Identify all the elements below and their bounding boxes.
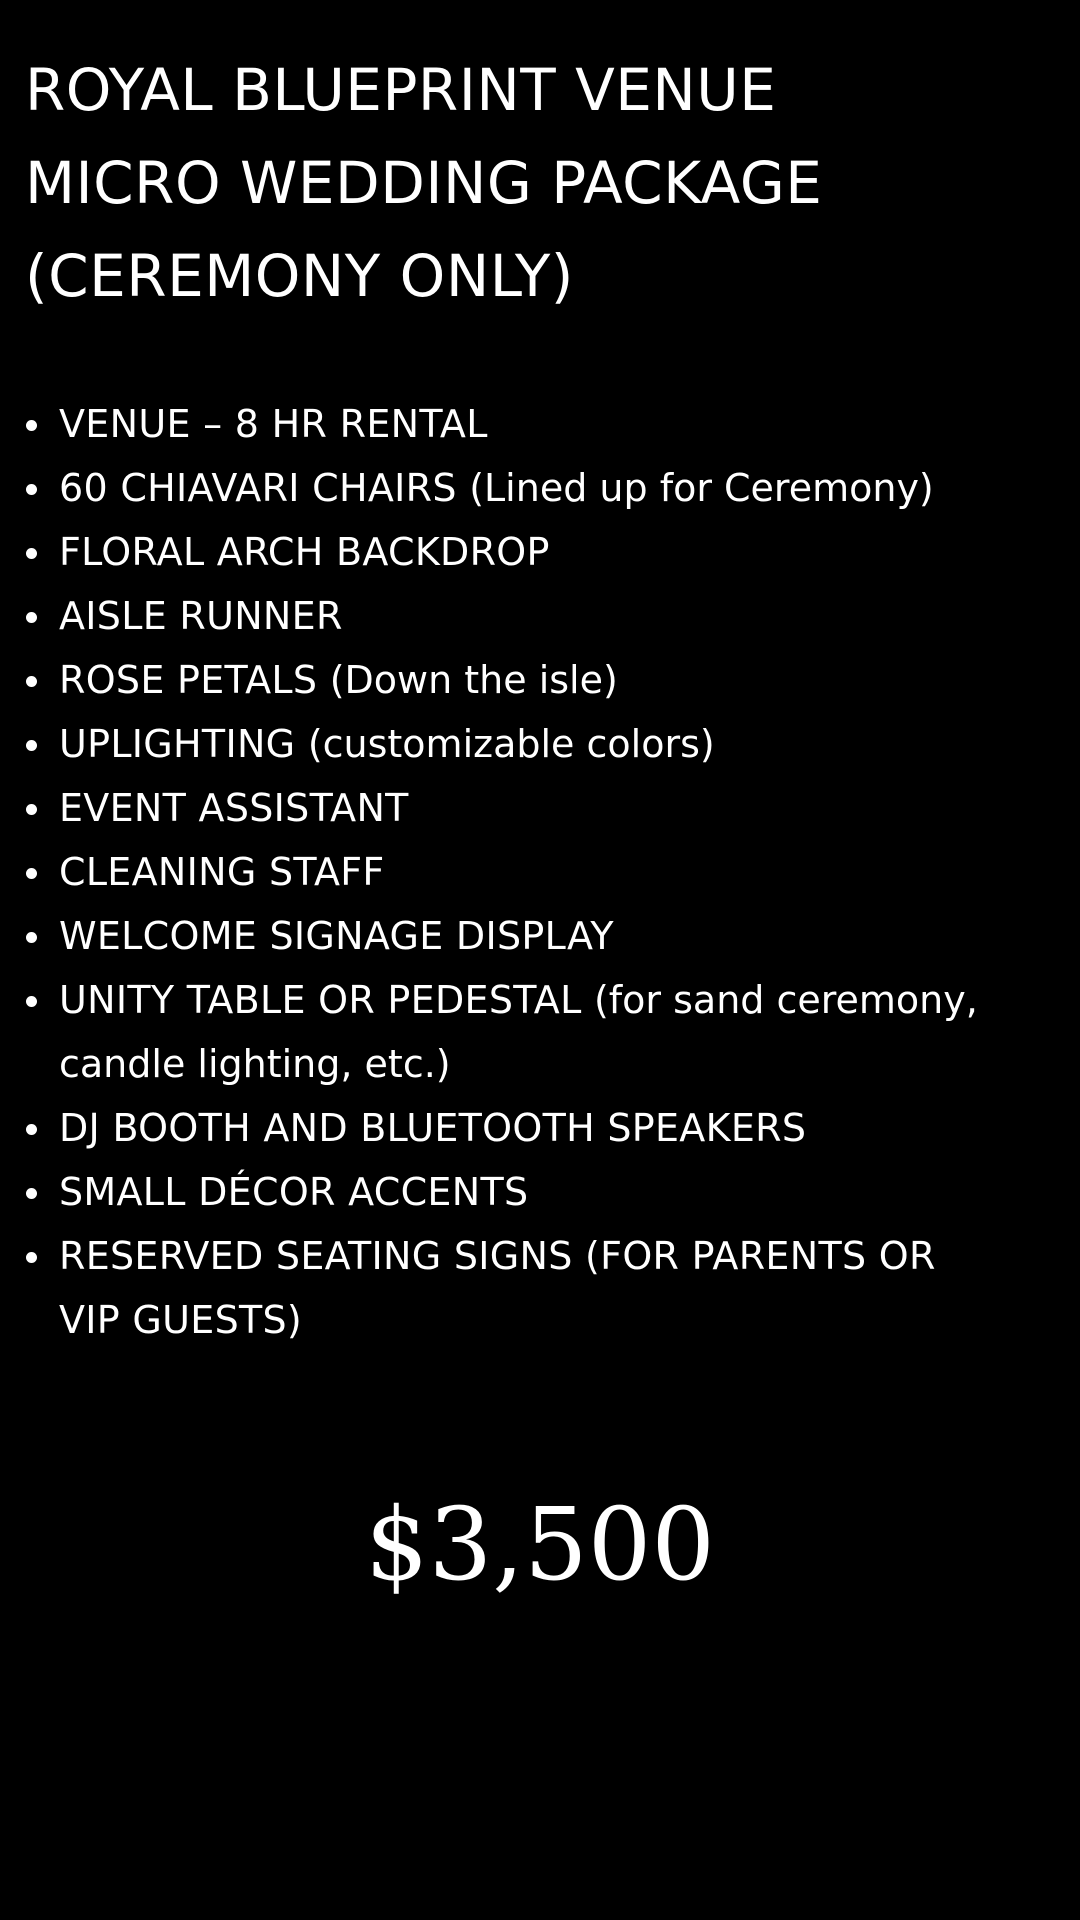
bullet-dot-icon (26, 740, 37, 751)
item-label: SMALL DÉCOR ACCENTS (59, 1170, 529, 1214)
item-label: VENUE – 8 HR RENTAL (59, 402, 488, 446)
item-label: UNITY TABLE OR PEDESTAL (59, 978, 594, 1022)
item-label: AISLE RUNNER (59, 594, 343, 638)
bullet-dot-icon (26, 868, 37, 879)
list-item (26, 1224, 1036, 1352)
bullet-dot-icon (26, 932, 37, 943)
bullet-dot-icon (26, 804, 37, 815)
item-label: DJ BOOTH AND BLUETOOTH SPEAKERS (59, 1106, 807, 1150)
bullet-dot-icon (26, 612, 37, 623)
item-continuation: VIP GUESTS) (59, 1298, 303, 1342)
item-label: UPLIGHTING (59, 722, 308, 766)
list-item (26, 840, 1036, 904)
title-line: ROYAL BLUEPRINT VENUE (25, 56, 777, 124)
list-item (26, 904, 1036, 968)
item-label: ROSE PETALS (59, 658, 330, 702)
bullet-dot-icon (26, 548, 37, 559)
item-label: CLEANING STAFF (59, 850, 385, 894)
list-item (26, 968, 1036, 1096)
bullet-dot-icon (26, 676, 37, 687)
item-note: (customizable colors) (307, 722, 715, 766)
item-label: 60 CHIAVARI CHAIRS (59, 466, 470, 510)
list-item (26, 648, 1036, 712)
list-item (26, 712, 1036, 776)
package-title (25, 44, 1045, 323)
package-price: $3,500 (365, 1486, 715, 1603)
item-label: FLORAL ARCH BACKDROP (59, 530, 550, 574)
bullet-dot-icon (26, 484, 37, 495)
item-note: (Lined up for Ceremony) (469, 466, 934, 510)
package-inclusions-list (26, 392, 1036, 1352)
bullet-dot-icon (26, 1124, 37, 1135)
list-item (26, 1096, 1036, 1160)
list-item (26, 776, 1036, 840)
item-label: WELCOME SIGNAGE DISPLAY (59, 914, 614, 958)
list-item (26, 456, 1036, 520)
bullet-dot-icon (26, 1188, 37, 1199)
list-item (26, 1160, 1036, 1224)
title-line: MICRO WEDDING PACKAGE (25, 149, 823, 217)
list-item (26, 584, 1036, 648)
item-note: (Down the isle) (329, 658, 618, 702)
item-label: RESERVED SEATING SIGNS (FOR PARENTS OR (59, 1234, 936, 1278)
bullet-dot-icon (26, 996, 37, 1007)
item-continuation: candle lighting, etc.) (59, 1042, 451, 1086)
bullet-dot-icon (26, 420, 37, 431)
item-label: EVENT ASSISTANT (59, 786, 409, 830)
list-item (26, 392, 1036, 456)
item-note: (for sand ceremony, (593, 978, 978, 1022)
list-item (26, 520, 1036, 584)
title-line: (CEREMONY ONLY) (25, 242, 574, 310)
bullet-dot-icon (26, 1252, 37, 1263)
